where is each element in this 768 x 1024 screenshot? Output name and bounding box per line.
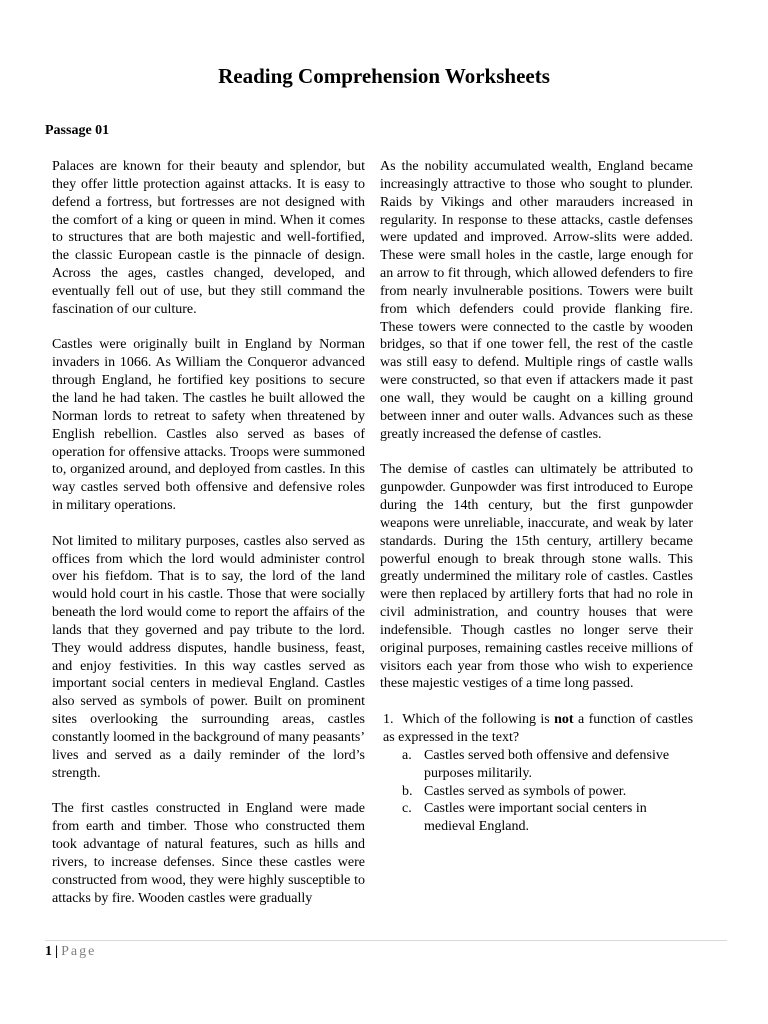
- page-footer: [45, 943, 96, 961]
- option-letter: b.: [402, 783, 413, 799]
- left-column: [52, 158, 365, 925]
- question-number: 1.: [383, 712, 394, 728]
- page-title: Reading Comprehension Worksheets: [218, 64, 550, 88]
- right-column: [380, 158, 693, 836]
- question-emphasis: not: [554, 712, 574, 728]
- question-text-after: a function of castles as expressed in the text?: [383, 712, 694, 745]
- option-text: Castles were important social centers in medieval England.: [424, 801, 647, 835]
- answer-option-a: [380, 747, 693, 783]
- paragraph: As the nobility accumulated wealth, England became increasingly attractive to those who sought to plunder. Raids by Vikings and other marauders increased in regularity. In response to these attacks, castle defenses were updated and improved. Arrow-slits were added. These were small holes in the castle, large enough for an arrow to fit through, which allowed defenders to fire from nearly invulnerable positions. Towers were built from which defenders could provide flanking fire. These towers were connected to the castle by wooden bridges, so that if one tower fell, the rest of the castle was still easy to defend. Multiple rings of castle walls were constructed, so that even if attackers made it past one wall, they would be caught on a killing ground between inner and outer walls. Advances such as these greatly increased the defense of castles.: [380, 159, 693, 442]
- footer-divider: [45, 940, 727, 941]
- paragraph: The first castles constructed in England were made from earth and timber. Those who constructed them took advantage of natural features, such as hills and rivers, to increase defenses. Since these castles were constructed from wood, they were highly susceptible to attacks by fire. Wooden castles were gradually: [52, 801, 365, 906]
- question-1: [380, 711, 693, 836]
- paragraph: Not limited to military purposes, castles also served as offices from which the lord would administer control over his fiefdom. That is to say, the lord of the land would hold court in his castle. Those that were socially beneath the lord would come to report the affairs of the lands that they governed and pay tribute to the lord. They would address disputes, handle business, feast, and enjoy festivities. In this way castles served as important social centers in medieval England. Castles also served as symbols of power. Built on prominent sites overlooking the surrounding areas, castles constantly loomed in the background of many peasants’ lives and served as a daily reminder of the lord’s strength.: [52, 533, 365, 781]
- paragraph: Palaces are known for their beauty and splendor, but they offer little protection against attacks. It is easy to defend a fortress, but fortresses are not designed with the comfort of a king or queen in mind. When it comes to structures that are both majestic and well-fortified, the classic European castle is the pinnacle of design. Across the ages, castles changed, developed, and eventually fell out of use, but they still command the fascination of our culture.: [52, 159, 365, 317]
- page-number: 1: [45, 944, 52, 959]
- answer-options: [380, 747, 693, 836]
- footer-separator: |: [55, 944, 59, 959]
- option-text: Castles served both offensive and defensive purposes militarily.: [424, 747, 670, 781]
- question-text-before: Which of the following is: [402, 712, 550, 728]
- answer-option-b: [380, 783, 693, 801]
- paragraph: The demise of castles can ultimately be attributed to gunpowder. Gunpowder was first introduced to Europe during the 14th century, but the first gunpowder weapons were unreliable, inaccurate, and weak by later standards. During the 15th century, artillery became powerful enough to break through stone walls. This greatly undermined the military role of castles. Castles were then replaced by artillery forts that had no role in civil administration, and country houses that were indefensible. Though castles no longer serve their original purposes, remaining castles receive millions of visitors each year from those who wish to experience these majestic vestiges of a time long passed.: [380, 462, 693, 692]
- option-letter: a.: [402, 747, 412, 763]
- page-label: Page: [61, 944, 97, 959]
- option-letter: c.: [402, 801, 412, 817]
- paragraph: Castles were originally built in England by Norman invaders in 1066. As William the Conqueror advanced through England, he fortified key positions to secure the land he had taken. The castles he built allowed the Norman lords to retreat to safety when threatened by English rebellion. Castles also served as bases of operation for offensive attacks. Troops were summoned to, organized around, and deployed from castles. In this way castles served both offensive and defensive roles in military operations.: [52, 337, 365, 514]
- question-text: [380, 711, 693, 747]
- option-text: Castles served as symbols of power.: [424, 783, 627, 799]
- passage-label: Passage 01: [45, 123, 110, 138]
- answer-option-c: [380, 800, 693, 836]
